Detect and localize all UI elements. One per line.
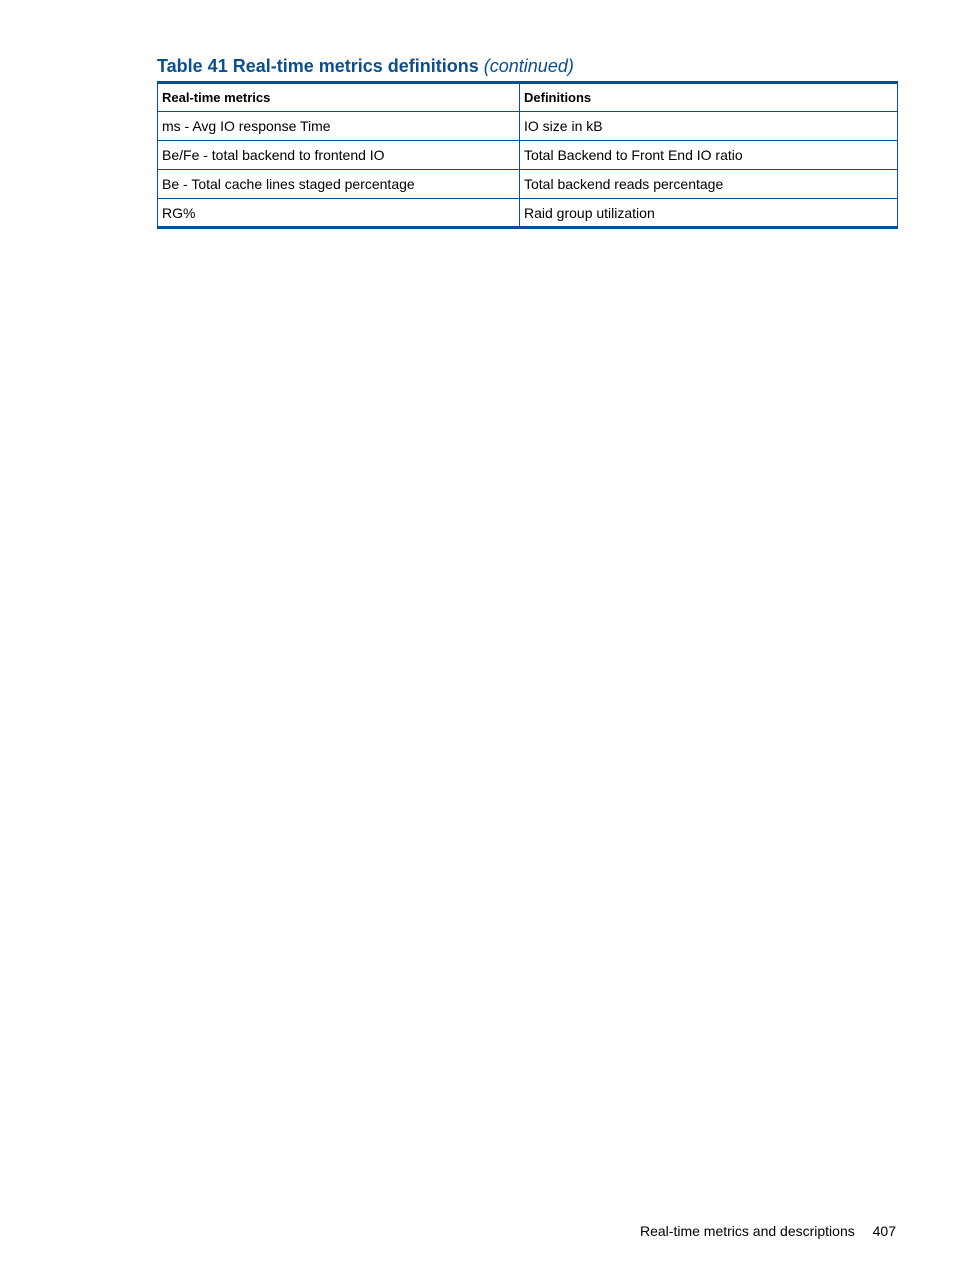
definition-cell: Total backend reads percentage <box>520 170 898 199</box>
footer-section-title: Real-time metrics and descriptions <box>640 1223 855 1239</box>
table-caption <box>157 55 574 77</box>
metric-cell: RG% <box>158 199 520 228</box>
table-caption-continued: (continued) <box>483 56 574 76</box>
table-caption-title: Table 41 Real-time metrics definitions <box>157 56 479 76</box>
table-header-row <box>158 83 898 112</box>
metric-cell: Be - Total cache lines staged percentage <box>158 170 520 199</box>
table-row <box>158 112 898 141</box>
metric-cell: ms - Avg IO response Time <box>158 112 520 141</box>
header-real-time-metrics: Real-time metrics <box>158 83 520 112</box>
metric-cell: Be/Fe - total backend to frontend IO <box>158 141 520 170</box>
table-row <box>158 170 898 199</box>
definition-cell: Total Backend to Front End IO ratio <box>520 141 898 170</box>
page-footer <box>640 1222 896 1240</box>
metrics-definitions-table <box>157 81 898 229</box>
table-row <box>158 141 898 170</box>
definition-cell: Raid group utilization <box>520 199 898 228</box>
header-definitions: Definitions <box>520 83 898 112</box>
page-number: 407 <box>872 1223 896 1239</box>
table-row <box>158 199 898 228</box>
definition-cell: IO size in kB <box>520 112 898 141</box>
